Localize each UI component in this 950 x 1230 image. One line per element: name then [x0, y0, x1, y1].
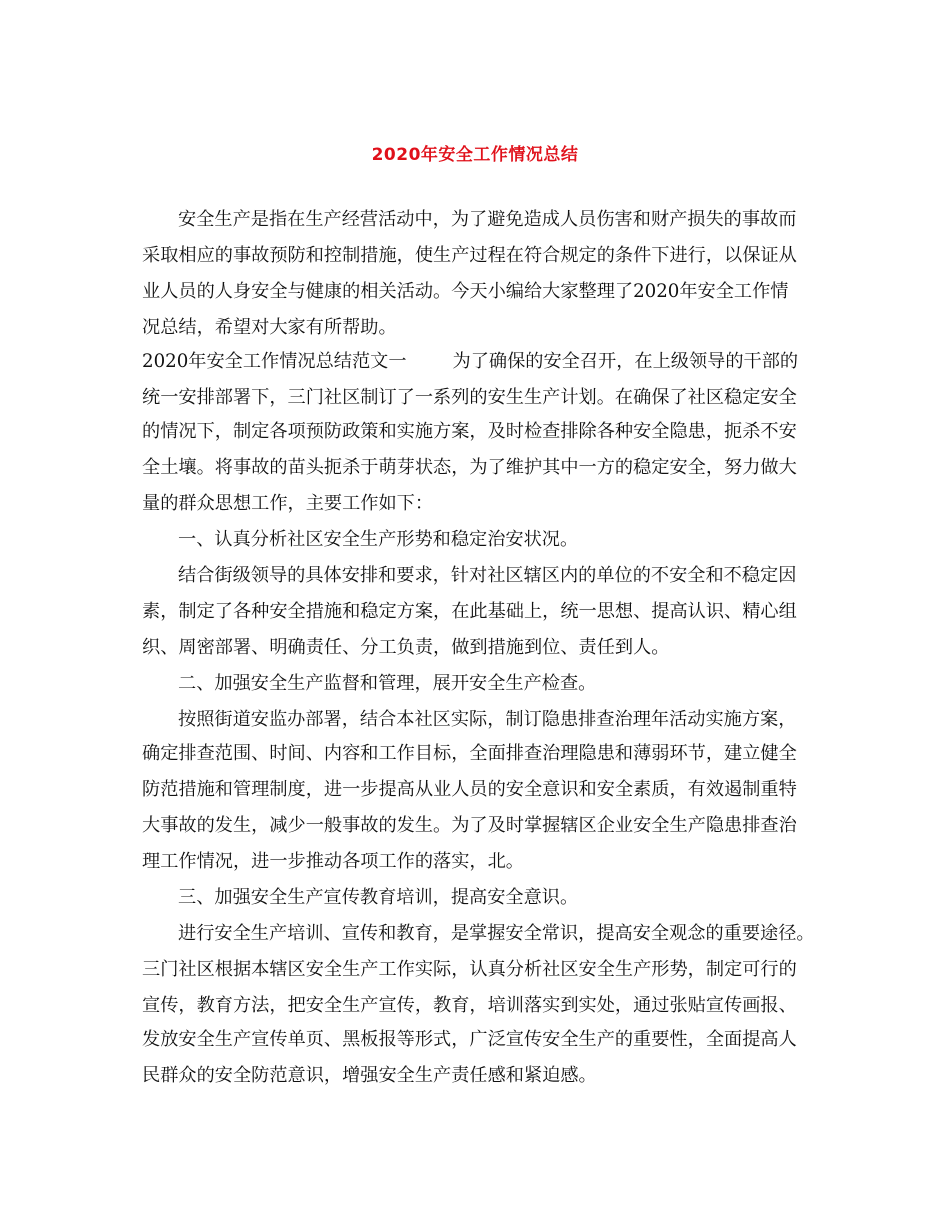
text-line: 安全生产是指在生产经营活动中，为了避免造成人员伤害和财产损失的事故而	[178, 209, 797, 230]
text-line: 理工作情况，进一步推动各项工作的落实，北。	[142, 851, 524, 872]
text-line: 量的群众思想工作，主要工作如下：	[142, 493, 434, 514]
text-line: 结合街级领导的具体安排和要求，针对社区辖区内的单位的不安全和不稳定因	[178, 565, 797, 586]
text-line: 按照街道安监办部署，结合本社区实际，制订隐患排查治理年活动实施方案，	[178, 709, 797, 730]
text-line: 三门社区根据本辖区安全生产工作实际，认真分析社区安全生产形势，制定可行的	[142, 959, 797, 980]
text-line: 二、加强安全生产监督和管理，展开安全生产检查。	[178, 673, 597, 694]
text-line: 况总结，希望对大家有所帮助。	[142, 317, 397, 338]
text-line: 的情况下，制定各项预防政策和实施方案，及时检查排除各种安全隐患，扼杀不安	[142, 421, 797, 442]
text-line: 发放安全生产宣传单页、黑板报等形式，广泛宣传安全生产的重要性，全面提高人	[142, 1029, 797, 1050]
text-line: 业人员的人身安全与健康的相关活动。今天小编给大家整理了2020年安全工作情	[142, 281, 789, 302]
text-line: 一、认真分析社区安全生产形势和稳定治安状况。	[178, 529, 579, 550]
text-line: 采取相应的事故预防和控制措施，使生产过程在符合规定的条件下进行，以保证从	[142, 245, 797, 266]
text-line: 统一安排部署下，三门社区制订了一系列的安生生产计划。在确保了社区稳定安全	[142, 387, 797, 408]
text-line: 素，制定了各种安全措施和稳定方案，在此基础上，统一思想、提高认识、精心组	[142, 601, 797, 622]
text-line: 民群众的安全防范意识，增强安全生产责任感和紧迫感。	[142, 1065, 597, 1086]
text-line: 三、加强安全生产宣传教育培训，提高安全意识。	[178, 887, 579, 908]
section-heading: 2020年安全工作情况总结范文一	[142, 351, 407, 372]
text-line: 防范措施和管理制度，进一步提高从业人员的安全意识和安全素质，有效遏制重特	[142, 779, 797, 800]
text-line: 全土壤。将事故的苗头扼杀于萌芽状态，为了维护其中一方的稳定安全，努力做大	[142, 457, 797, 478]
text-line: 宣传，教育方法，把安全生产宣传，教育，培训落实到实处，通过张贴宣传画报、	[142, 995, 797, 1016]
text-span: 为了确保的安全召开，在上级领导的干部的	[452, 351, 799, 372]
text-line: 确定排查范围、时间、内容和工作目标，全面排查治理隐患和薄弱环节，建立健全	[142, 743, 797, 764]
document-title: 2020年安全工作情况总结	[371, 145, 579, 165]
text-line: 大事故的发生，减少一般事故的发生。为了及时掌握辖区企业安全生产隐患排查治	[142, 815, 797, 836]
text-line	[142, 350, 798, 374]
text-line: 进行安全生产培训、宣传和教育，是掌握安全常识，提高安全观念的重要途径。	[178, 923, 815, 944]
text-line: 织、周密部署、明确责任、分工负责，做到措施到位、责任到人。	[142, 637, 670, 658]
